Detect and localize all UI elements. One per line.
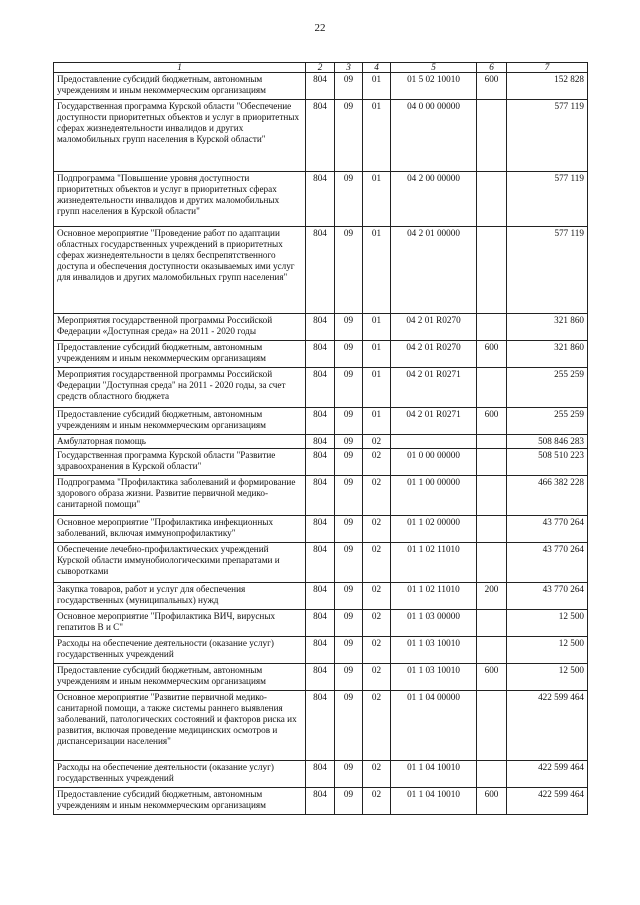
table-row — [54, 516, 588, 543]
ministry-code-cell: 804 — [306, 341, 335, 368]
amount-cell: 255 259 — [507, 408, 588, 435]
subsection-code-cell: 01 — [363, 341, 391, 368]
expense-type-cell: 600 — [477, 664, 507, 691]
table-row — [54, 408, 588, 435]
section-code-cell: 09 — [335, 543, 363, 583]
amount-cell: 577 119 — [507, 100, 588, 172]
table-row — [54, 610, 588, 637]
ministry-code-cell: 804 — [306, 449, 335, 476]
ministry-code-cell: 804 — [306, 368, 335, 408]
row-name-cell: Основное мероприятие "Проведение работ по адаптации областных государственных учреждений в приоритетных сферах жизнедеятельности в целях беспрепятственного доступа и обеспечения доступности оказываемых ими услуг для инвалидов и других маломобильных групп населения" — [54, 227, 306, 314]
section-code-cell: 09 — [335, 408, 363, 435]
ministry-code-cell: 804 — [306, 408, 335, 435]
target-article-cell: 01 1 02 11010 — [391, 583, 477, 610]
expense-type-cell — [477, 314, 507, 341]
amount-cell: 422 599 464 — [507, 788, 588, 815]
ministry-code-cell: 804 — [306, 314, 335, 341]
table-row — [54, 368, 588, 408]
row-name-cell: Расходы на обеспечение деятельности (оказание услуг) государственных учреждений — [54, 761, 306, 788]
target-article-cell: 01 1 00 00000 — [391, 476, 477, 516]
amount-cell: 422 599 464 — [507, 691, 588, 761]
target-article-cell: 04 2 01 00000 — [391, 227, 477, 314]
table-row — [54, 637, 588, 664]
amount-cell: 12 500 — [507, 664, 588, 691]
expense-type-cell — [477, 516, 507, 543]
amount-cell: 321 860 — [507, 341, 588, 368]
table-row — [54, 543, 588, 583]
row-name-cell: Амбулаторная помощь — [54, 435, 306, 449]
ministry-code-cell: 804 — [306, 516, 335, 543]
section-code-cell: 09 — [335, 341, 363, 368]
table-row — [54, 664, 588, 691]
row-name-cell: Подпрограмма "Профилактика заболеваний и формирование здорового образа жизни. Развитие первичной медико-санитарной помощи" — [54, 476, 306, 516]
ministry-code-cell: 804 — [306, 435, 335, 449]
row-name-cell: Предоставление субсидий бюджетным, автономным учреждениям и иным некоммерческим организациям — [54, 341, 306, 368]
row-name-cell: Предоставление субсидий бюджетным, автономным учреждениям и иным некоммерческим организациям — [54, 788, 306, 815]
amount-cell: 466 382 228 — [507, 476, 588, 516]
subsection-code-cell: 01 — [363, 408, 391, 435]
section-code-cell: 09 — [335, 172, 363, 227]
table-row — [54, 341, 588, 368]
ministry-code-cell: 804 — [306, 637, 335, 664]
subsection-code-cell: 02 — [363, 516, 391, 543]
expense-type-cell — [477, 368, 507, 408]
table-row — [54, 314, 588, 341]
amount-cell: 577 119 — [507, 172, 588, 227]
target-article-cell: 01 1 03 10010 — [391, 637, 477, 664]
header-cell: 4 — [363, 63, 391, 73]
expense-type-cell: 600 — [477, 408, 507, 435]
ministry-code-cell: 804 — [306, 227, 335, 314]
expense-type-cell — [477, 637, 507, 664]
section-code-cell: 09 — [335, 449, 363, 476]
row-name-cell: Основное мероприятие "Развитие первичной медико-санитарной помощи, а также системы раннего выявления заболеваний, патологических состояний и факторов риска их развития, включая проведение медицинских осмотров и диспансеризации населения" — [54, 691, 306, 761]
section-code-cell: 09 — [335, 761, 363, 788]
table-row — [54, 449, 588, 476]
expense-type-cell — [477, 449, 507, 476]
section-code-cell: 09 — [335, 664, 363, 691]
expense-type-cell — [477, 172, 507, 227]
subsection-code-cell: 02 — [363, 543, 391, 583]
section-code-cell: 09 — [335, 516, 363, 543]
header-cell: 5 — [391, 63, 477, 73]
ministry-code-cell: 804 — [306, 172, 335, 227]
table-row — [54, 476, 588, 516]
expense-type-cell — [477, 227, 507, 314]
target-article-cell: 01 1 04 10010 — [391, 761, 477, 788]
expense-type-cell: 600 — [477, 73, 507, 100]
target-article-cell: 04 0 00 00000 — [391, 100, 477, 172]
header-cell: 1 — [54, 63, 306, 73]
table-row — [54, 227, 588, 314]
table-row — [54, 172, 588, 227]
section-code-cell: 09 — [335, 610, 363, 637]
section-code-cell: 09 — [335, 583, 363, 610]
budget-table — [53, 62, 588, 815]
amount-cell: 508 510 223 — [507, 449, 588, 476]
row-name-cell: Подпрограмма "Повышение уровня доступности приоритетных объектов и услуг в приоритетных сферах жизнедеятельности инвалидов и других маломобильных групп населения в Курской области" — [54, 172, 306, 227]
ministry-code-cell: 804 — [306, 583, 335, 610]
table-row — [54, 73, 588, 100]
amount-cell: 508 846 283 — [507, 435, 588, 449]
section-code-cell: 09 — [335, 476, 363, 516]
subsection-code-cell: 01 — [363, 314, 391, 341]
row-name-cell: Закупка товаров, работ и услуг для обеспечения государственных (муниципальных) нужд — [54, 583, 306, 610]
subsection-code-cell: 02 — [363, 449, 391, 476]
row-name-cell: Мероприятия государственной программы Российской Федерации «Доступная среда» на 2011 - 2020 годы — [54, 314, 306, 341]
expense-type-cell — [477, 761, 507, 788]
header-cell: 6 — [477, 63, 507, 73]
row-name-cell: Предоставление субсидий бюджетным, автономным учреждениям и иным некоммерческим организациям — [54, 73, 306, 100]
subsection-code-cell: 01 — [363, 100, 391, 172]
subsection-code-cell: 02 — [363, 610, 391, 637]
table-row — [54, 691, 588, 761]
table-row — [54, 583, 588, 610]
amount-cell: 43 770 264 — [507, 543, 588, 583]
subsection-code-cell: 02 — [363, 664, 391, 691]
ministry-code-cell: 804 — [306, 761, 335, 788]
page-number: 22 — [314, 22, 326, 34]
subsection-code-cell: 02 — [363, 691, 391, 761]
section-code-cell: 09 — [335, 100, 363, 172]
table-row — [54, 761, 588, 788]
expense-type-cell — [477, 476, 507, 516]
section-code-cell: 09 — [335, 73, 363, 100]
section-code-cell: 09 — [335, 227, 363, 314]
header-cell: 7 — [507, 63, 588, 73]
row-name-cell: Предоставление субсидий бюджетным, автономным учреждениям и иным некоммерческим организациям — [54, 664, 306, 691]
table-row — [54, 788, 588, 815]
ministry-code-cell: 804 — [306, 788, 335, 815]
expense-type-cell — [477, 435, 507, 449]
target-article-cell: 01 1 03 10010 — [391, 664, 477, 691]
row-name-cell: Мероприятия государственной программы Российской Федерации "Доступная среда" на 2011 - 2020 годы, за счет средств областного бюджета — [54, 368, 306, 408]
expense-type-cell — [477, 610, 507, 637]
amount-cell: 12 500 — [507, 610, 588, 637]
header-cell: 3 — [335, 63, 363, 73]
subsection-code-cell: 02 — [363, 761, 391, 788]
expense-type-cell — [477, 543, 507, 583]
target-article-cell — [391, 435, 477, 449]
target-article-cell: 01 1 04 10010 — [391, 788, 477, 815]
table-header-row — [54, 63, 588, 73]
expense-type-cell — [477, 100, 507, 172]
table-row — [54, 100, 588, 172]
amount-cell: 577 119 — [507, 227, 588, 314]
subsection-code-cell: 01 — [363, 227, 391, 314]
ministry-code-cell: 804 — [306, 100, 335, 172]
amount-cell: 321 860 — [507, 314, 588, 341]
amount-cell: 152 828 — [507, 73, 588, 100]
section-code-cell: 09 — [335, 314, 363, 341]
subsection-code-cell: 02 — [363, 788, 391, 815]
section-code-cell: 09 — [335, 368, 363, 408]
target-article-cell: 04 2 01 R0270 — [391, 314, 477, 341]
target-article-cell: 01 1 04 00000 — [391, 691, 477, 761]
ministry-code-cell: 804 — [306, 73, 335, 100]
ministry-code-cell: 804 — [306, 610, 335, 637]
amount-cell: 43 770 264 — [507, 516, 588, 543]
subsection-code-cell: 02 — [363, 583, 391, 610]
row-name-cell: Расходы на обеспечение деятельности (оказание услуг) государственных учреждений — [54, 637, 306, 664]
expense-type-cell — [477, 691, 507, 761]
section-code-cell: 09 — [335, 691, 363, 761]
ministry-code-cell: 804 — [306, 664, 335, 691]
amount-cell: 43 770 264 — [507, 583, 588, 610]
row-name-cell: Основное мероприятие "Профилактика инфекционных заболеваний, включая иммунопрофилактику" — [54, 516, 306, 543]
expense-type-cell: 200 — [477, 583, 507, 610]
expense-type-cell: 600 — [477, 788, 507, 815]
target-article-cell: 04 2 01 R0270 — [391, 341, 477, 368]
subsection-code-cell: 01 — [363, 73, 391, 100]
row-name-cell: Государственная программа Курской области "Развитие здравоохранения в Курской области" — [54, 449, 306, 476]
section-code-cell: 09 — [335, 637, 363, 664]
target-article-cell: 01 5 02 10010 — [391, 73, 477, 100]
section-code-cell: 09 — [335, 788, 363, 815]
row-name-cell: Государственная программа Курской области "Обеспечение доступности приоритетных объектов и услуг в приоритетных сферах жизнедеятельности инвалидов и других маломобильных групп населения в Курской области" — [54, 100, 306, 172]
ministry-code-cell: 804 — [306, 476, 335, 516]
subsection-code-cell: 02 — [363, 435, 391, 449]
section-code-cell: 09 — [335, 435, 363, 449]
ministry-code-cell: 804 — [306, 543, 335, 583]
target-article-cell: 01 1 03 00000 — [391, 610, 477, 637]
target-article-cell: 04 2 01 R0271 — [391, 408, 477, 435]
ministry-code-cell: 804 — [306, 691, 335, 761]
row-name-cell: Обеспечение лечебно-профилактических учреждений Курской области иммунобиологическими препаратами и сыворотками — [54, 543, 306, 583]
expense-type-cell: 600 — [477, 341, 507, 368]
amount-cell: 422 599 464 — [507, 761, 588, 788]
row-name-cell: Основное мероприятие "Профилактика ВИЧ, вирусных гепатитов В и С" — [54, 610, 306, 637]
subsection-code-cell: 01 — [363, 368, 391, 408]
target-article-cell: 01 1 02 00000 — [391, 516, 477, 543]
header-cell: 2 — [306, 63, 335, 73]
target-article-cell: 01 0 00 00000 — [391, 449, 477, 476]
amount-cell: 255 259 — [507, 368, 588, 408]
row-name-cell: Предоставление субсидий бюджетным, автономным учреждениям и иным некоммерческим организациям — [54, 408, 306, 435]
target-article-cell: 04 2 01 R0271 — [391, 368, 477, 408]
subsection-code-cell: 01 — [363, 172, 391, 227]
target-article-cell: 01 1 02 11010 — [391, 543, 477, 583]
table-row — [54, 435, 588, 449]
subsection-code-cell: 02 — [363, 637, 391, 664]
target-article-cell: 04 2 00 00000 — [391, 172, 477, 227]
subsection-code-cell: 02 — [363, 476, 391, 516]
amount-cell: 12 500 — [507, 637, 588, 664]
